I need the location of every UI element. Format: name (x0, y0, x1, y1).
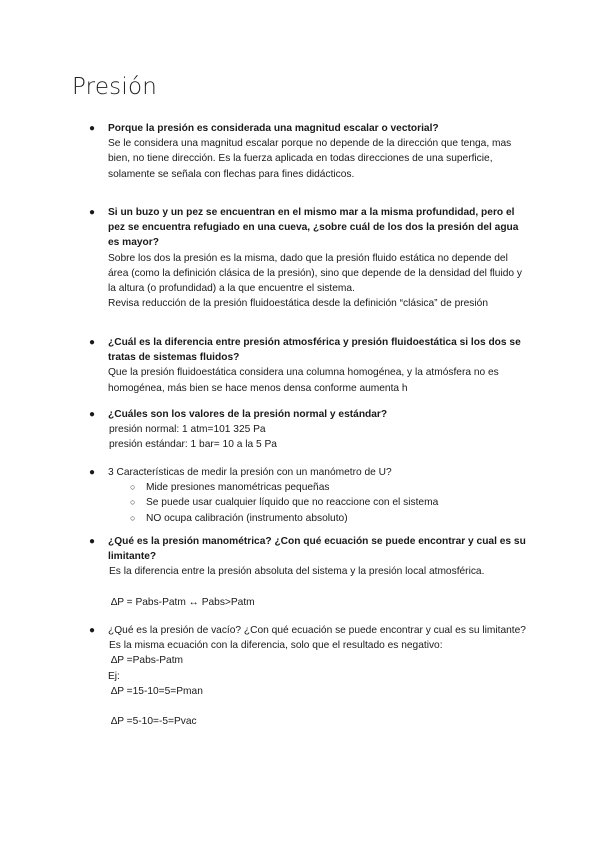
answer: Se le considera una magnitud escalar porque no depende de la dirección que tenga, mas bien, no tiene dirección. Es la fuerza aplicada en todas direcciones de una superficie, solamente se señala con flechas para fines didácticos. (108, 138, 512, 180)
example-label: Ej: (108, 670, 120, 682)
list-item (90, 205, 530, 311)
page-title: Presión (72, 74, 157, 100)
circle-bullet-icon: ○ (130, 497, 136, 508)
question: ¿Cuál es la diferencia entre presión atmosférica y presión fluidoestática si los dos se tratas de sistemas fluidos? (108, 337, 521, 364)
bullet-icon: ● (89, 207, 96, 218)
question: Si un buzo y un pez se encuentran en el mismo mar a la misma profundidad, pero el pez se encuentra refugiado en una cueva, ¿sobre cuál de los dos la presión del agua es mayor? (108, 207, 519, 249)
sub-list-item (126, 495, 530, 510)
answer: Sobre los dos la presión es la misma, dado que la presión fluido estática no depende del área (como la definición clásica de la presión), sino que depende de la densidad del fluido y la altura (o profundidad) a la que encuentre el sistema. (108, 252, 522, 295)
answer-line: presión estándar: 1 bar= 10 a la 5 Pa (109, 439, 277, 451)
list-item (90, 335, 530, 396)
list-item (90, 121, 530, 182)
sub-list-item (126, 480, 530, 495)
list-item (90, 465, 530, 526)
sub-item-text: Se puede usar cualquier líquido que no reaccione con el sistema (146, 497, 439, 509)
bullet-icon: ● (89, 409, 96, 420)
list-item (90, 407, 530, 453)
question: 3 Características de medir la presión con un manómetro de U? (108, 467, 392, 478)
circle-bullet-icon: ○ (130, 512, 136, 523)
question: ¿Cuáles son los valores de la presión normal y estándar? (108, 409, 388, 420)
list-item (90, 623, 530, 729)
bullet-icon: ● (89, 536, 96, 547)
sub-item-text: Mide presiones manométricas pequeñas (146, 482, 330, 494)
sub-item-text: NO ocupa calibración (instrumento absoluto) (146, 512, 348, 524)
answer: Es la diferencia entre la presión absoluta del sistema y la presión local atmosférica. (109, 566, 485, 578)
answer: Es la misma ecuación con la diferencia, solo que el resultado es negativo: (109, 640, 443, 652)
note: Revisa reducción de la presión fluidoestática desde la definición “clásica” de presión (108, 298, 488, 310)
bullet-icon: ● (89, 625, 96, 636)
question: Porque la presión es considerada una magnitud escalar o vectorial? (108, 123, 439, 134)
bullet-icon: ● (89, 337, 96, 348)
sub-list-item (126, 511, 530, 526)
answer-line: presión normal: 1 atm=101 325 Pa (109, 424, 266, 436)
list-item (90, 534, 530, 610)
question: ¿Qué es la presión de vacío? ¿Con qué ecuación se puede encontrar y cual es su limitante? (108, 625, 526, 636)
formula: ∆P = Pabs-Patm ↔ Pabs>Patm (111, 596, 255, 608)
circle-bullet-icon: ○ (130, 482, 136, 493)
example-line: ∆P =5-10=-5=Pvac (111, 716, 197, 728)
bullet-icon: ● (89, 123, 96, 134)
formula: ∆P =Pabs-Patm (111, 655, 184, 667)
question: ¿Qué es la presión manométrica? ¿Con qué ecuación se puede encontrar y cual es su limitante? (108, 536, 526, 563)
answer: Que la presión fluidoestática considera una columna homogénea, y la atmósfera no es homogénea, más bien se hace menos densa conforme aumenta h (108, 367, 499, 394)
bullet-icon: ● (89, 467, 96, 478)
example-line: ∆P =15-10=5=Pman (111, 685, 203, 697)
